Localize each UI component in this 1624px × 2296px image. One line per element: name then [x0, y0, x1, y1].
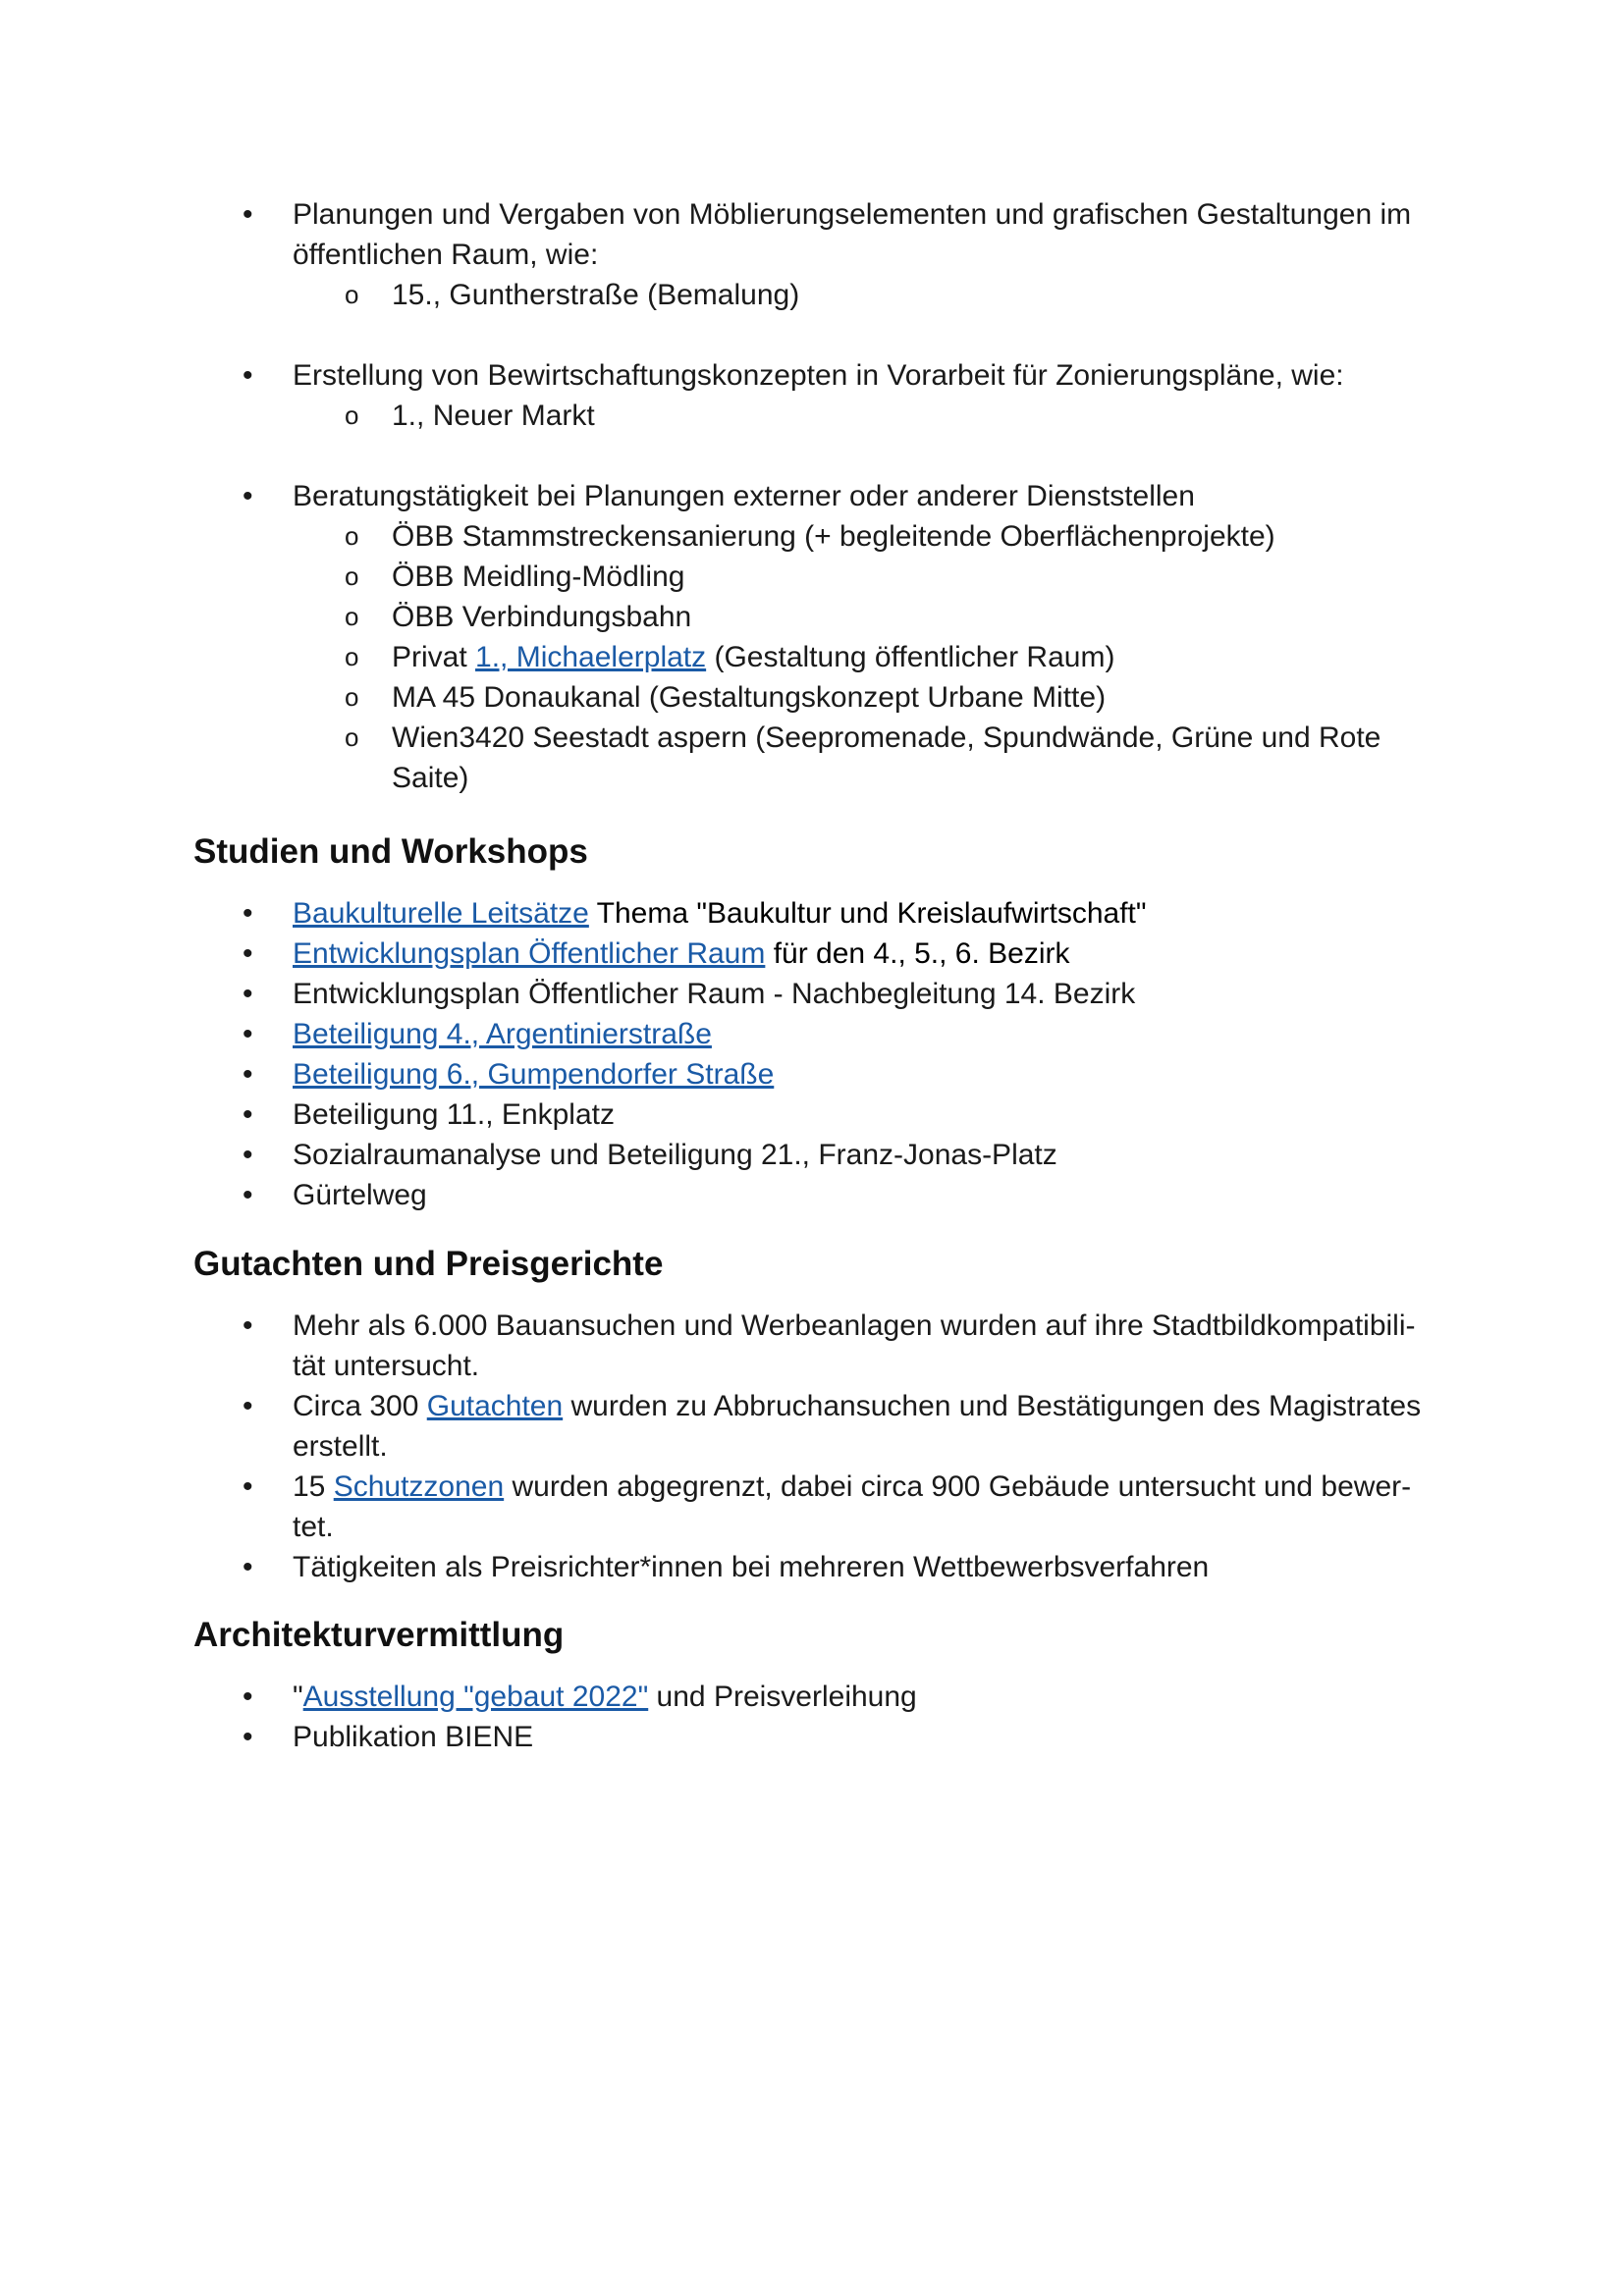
- list-item-text: erstellt.: [293, 1430, 388, 1463]
- list-item-text: Tätigkeiten als Preisrichter*innen bei mehreren Wettbewerbsverfahren: [293, 1551, 1210, 1583]
- bullet: •: [243, 1721, 253, 1753]
- list-item-text: Beteiligung 11., Enkplatz: [293, 1098, 615, 1131]
- bullet: •: [243, 1139, 253, 1171]
- list-item-line: [293, 1467, 1530, 1507]
- bullet: •: [243, 1098, 253, 1131]
- list-item-text: Beratungstätigkeit bei Planungen externer oder anderer Dienststellen: [293, 480, 1195, 512]
- sub-list-item: [293, 275, 1530, 315]
- list-item-text: Erstellung von Bewirtschaftungskonzepten in Vorarbeit für Zonierungspläne, wie:: [293, 359, 1344, 392]
- list-item: [193, 893, 1530, 934]
- circle-bullet: o: [345, 682, 359, 712]
- entwicklungsplan-link[interactable]: Entwicklungsplan Öffentlicher Raum: [293, 937, 766, 970]
- sub-item-text: ÖBB Stammstreckensanierung (+ begleitende Oberflächenprojekte): [392, 520, 1275, 553]
- schutzzonen-link[interactable]: Schutzzonen: [333, 1470, 505, 1503]
- list-item: [193, 1306, 1530, 1386]
- sub-item-text: Wien3420 Seestadt aspern (Seepromenade, Spundwände, Grüne und Rote: [392, 721, 1381, 754]
- circle-bullet: o: [345, 400, 359, 430]
- bullet: •: [243, 1179, 253, 1211]
- list-item-text: Planungen und Vergaben von Möblierungselementen und grafischen Gestaltungen im: [293, 198, 1412, 231]
- circle-bullet: o: [345, 722, 359, 752]
- bullet: •: [243, 978, 253, 1010]
- list-item: [193, 1717, 1530, 1757]
- sub-item-text: ÖBB Verbindungsbahn: [392, 601, 692, 633]
- list-item-text: und Preisverleihung: [648, 1681, 917, 1713]
- list-item-text: Sozialraumanalyse und Beteiligung 21., Franz-Jonas-Platz: [293, 1139, 1057, 1171]
- list-item-text: ": [293, 1681, 303, 1713]
- list-item-text: Entwicklungsplan Öffentlicher Raum - Nachbegleitung 14. Bezirk: [293, 978, 1136, 1010]
- list-item-text: Publikation BIENE: [293, 1721, 534, 1753]
- michaelerplatz-link[interactable]: 1., Michaelerplatz: [475, 641, 707, 673]
- list-item-text: Mehr als 6.000 Bauansuchen und Werbeanlagen wurden auf ihre Stadtbildkompatibili-: [293, 1309, 1416, 1342]
- list-item-line: [293, 1386, 1530, 1426]
- bullet: •: [243, 198, 253, 231]
- bullet: •: [243, 1551, 253, 1583]
- circle-bullet: o: [345, 561, 359, 591]
- bullet: •: [243, 937, 253, 970]
- sub-item-text: 15., Guntherstraße (Bemalung): [392, 279, 800, 311]
- list-item: [193, 1467, 1530, 1547]
- list-item: [193, 476, 1530, 798]
- architekturvermittlung-list: [193, 1677, 1530, 1757]
- list-item: [193, 1095, 1530, 1135]
- list-item-text: wurden abgegrenzt, dabei circa 900 Gebäude untersucht und bewer-: [504, 1470, 1412, 1503]
- sub-item-text: MA 45 Donaukanal (Gestaltungskonzept Urbane Mitte): [392, 681, 1107, 714]
- sub-list-item: [293, 396, 1530, 436]
- beteiligung-gumpendorfer-link[interactable]: Beteiligung 6., Gumpendorfer Straße: [293, 1058, 775, 1091]
- circle-bullet: o: [345, 521, 359, 551]
- gutachten-link[interactable]: Gutachten: [426, 1390, 564, 1422]
- list-item-text: für den 4., 5., 6. Bezirk: [765, 937, 1070, 970]
- list-item-text: 15: [293, 1470, 334, 1503]
- bullet: •: [243, 359, 253, 392]
- list-item: [193, 1547, 1530, 1587]
- bullet: •: [243, 1681, 253, 1713]
- studien-list: [193, 893, 1530, 1215]
- list-item-text: öffentlichen Raum, wie:: [293, 239, 599, 271]
- baukulturelle-leitsaetze-link[interactable]: Baukulturelle Leitsätze: [293, 897, 589, 930]
- sub-item-text: 1., Neuer Markt: [392, 400, 595, 432]
- list-item-text: Gürtelweg: [293, 1179, 427, 1211]
- sub-list-item: [293, 718, 1530, 798]
- sub-list: [293, 396, 1530, 436]
- list-item: [193, 1175, 1530, 1215]
- circle-bullet: o: [345, 602, 359, 631]
- list-item: [193, 1014, 1530, 1054]
- bullet: •: [243, 1390, 253, 1422]
- list-item: [193, 1135, 1530, 1175]
- sub-item-text: ÖBB Meidling-Mödling: [392, 561, 685, 593]
- bullet: •: [243, 1018, 253, 1050]
- bullet: •: [243, 1058, 253, 1091]
- sub-item-text: Saite): [392, 762, 469, 794]
- list-item: [193, 355, 1530, 436]
- bullet: •: [243, 897, 253, 930]
- spacer: [193, 436, 1530, 476]
- sub-list: [293, 516, 1530, 798]
- section-heading-gutachten: Gutachten und Preisgerichte: [193, 1245, 664, 1283]
- bullet: •: [243, 480, 253, 512]
- sub-list-item: [293, 677, 1530, 718]
- list-item: [193, 194, 1530, 315]
- list-item-text: tet.: [293, 1511, 334, 1543]
- task-list: [193, 194, 1530, 798]
- sub-list-item: [293, 637, 1530, 677]
- sub-list: [293, 275, 1530, 315]
- bullet: •: [243, 1470, 253, 1503]
- spacer: [193, 315, 1530, 355]
- sub-item-text: Privat: [392, 641, 476, 673]
- ausstellung-gebaut-link[interactable]: Ausstellung "gebaut 2022": [302, 1681, 649, 1713]
- gutachten-list: [193, 1306, 1530, 1587]
- sub-item-text: (Gestaltung öffentlicher Raum): [706, 641, 1115, 673]
- list-item-text: Circa 300: [293, 1390, 427, 1422]
- section-heading-studien: Studien und Workshops: [193, 832, 588, 871]
- list-item: [193, 1386, 1530, 1467]
- list-item: [193, 934, 1530, 974]
- sub-list-item: [293, 516, 1530, 557]
- list-item: [193, 1054, 1530, 1095]
- list-item-text: Thema "Baukultur und Kreislaufwirtschaft": [588, 897, 1147, 930]
- circle-bullet: o: [345, 642, 359, 671]
- sub-list-item: [293, 597, 1530, 637]
- bullet: •: [243, 1309, 253, 1342]
- list-item-text: wurden zu Abbruchansuchen und Bestätigungen des Magistrates: [563, 1390, 1422, 1422]
- list-item-text: tät untersucht.: [293, 1350, 480, 1382]
- sub-list-item: [293, 557, 1530, 597]
- beteiligung-argentinierstrasse-link[interactable]: Beteiligung 4., Argentinierstraße: [293, 1018, 712, 1050]
- circle-bullet: o: [345, 280, 359, 309]
- list-item: [193, 974, 1530, 1014]
- section-heading-architekturvermittlung: Architekturvermittlung: [193, 1616, 565, 1654]
- list-item: [193, 1677, 1530, 1717]
